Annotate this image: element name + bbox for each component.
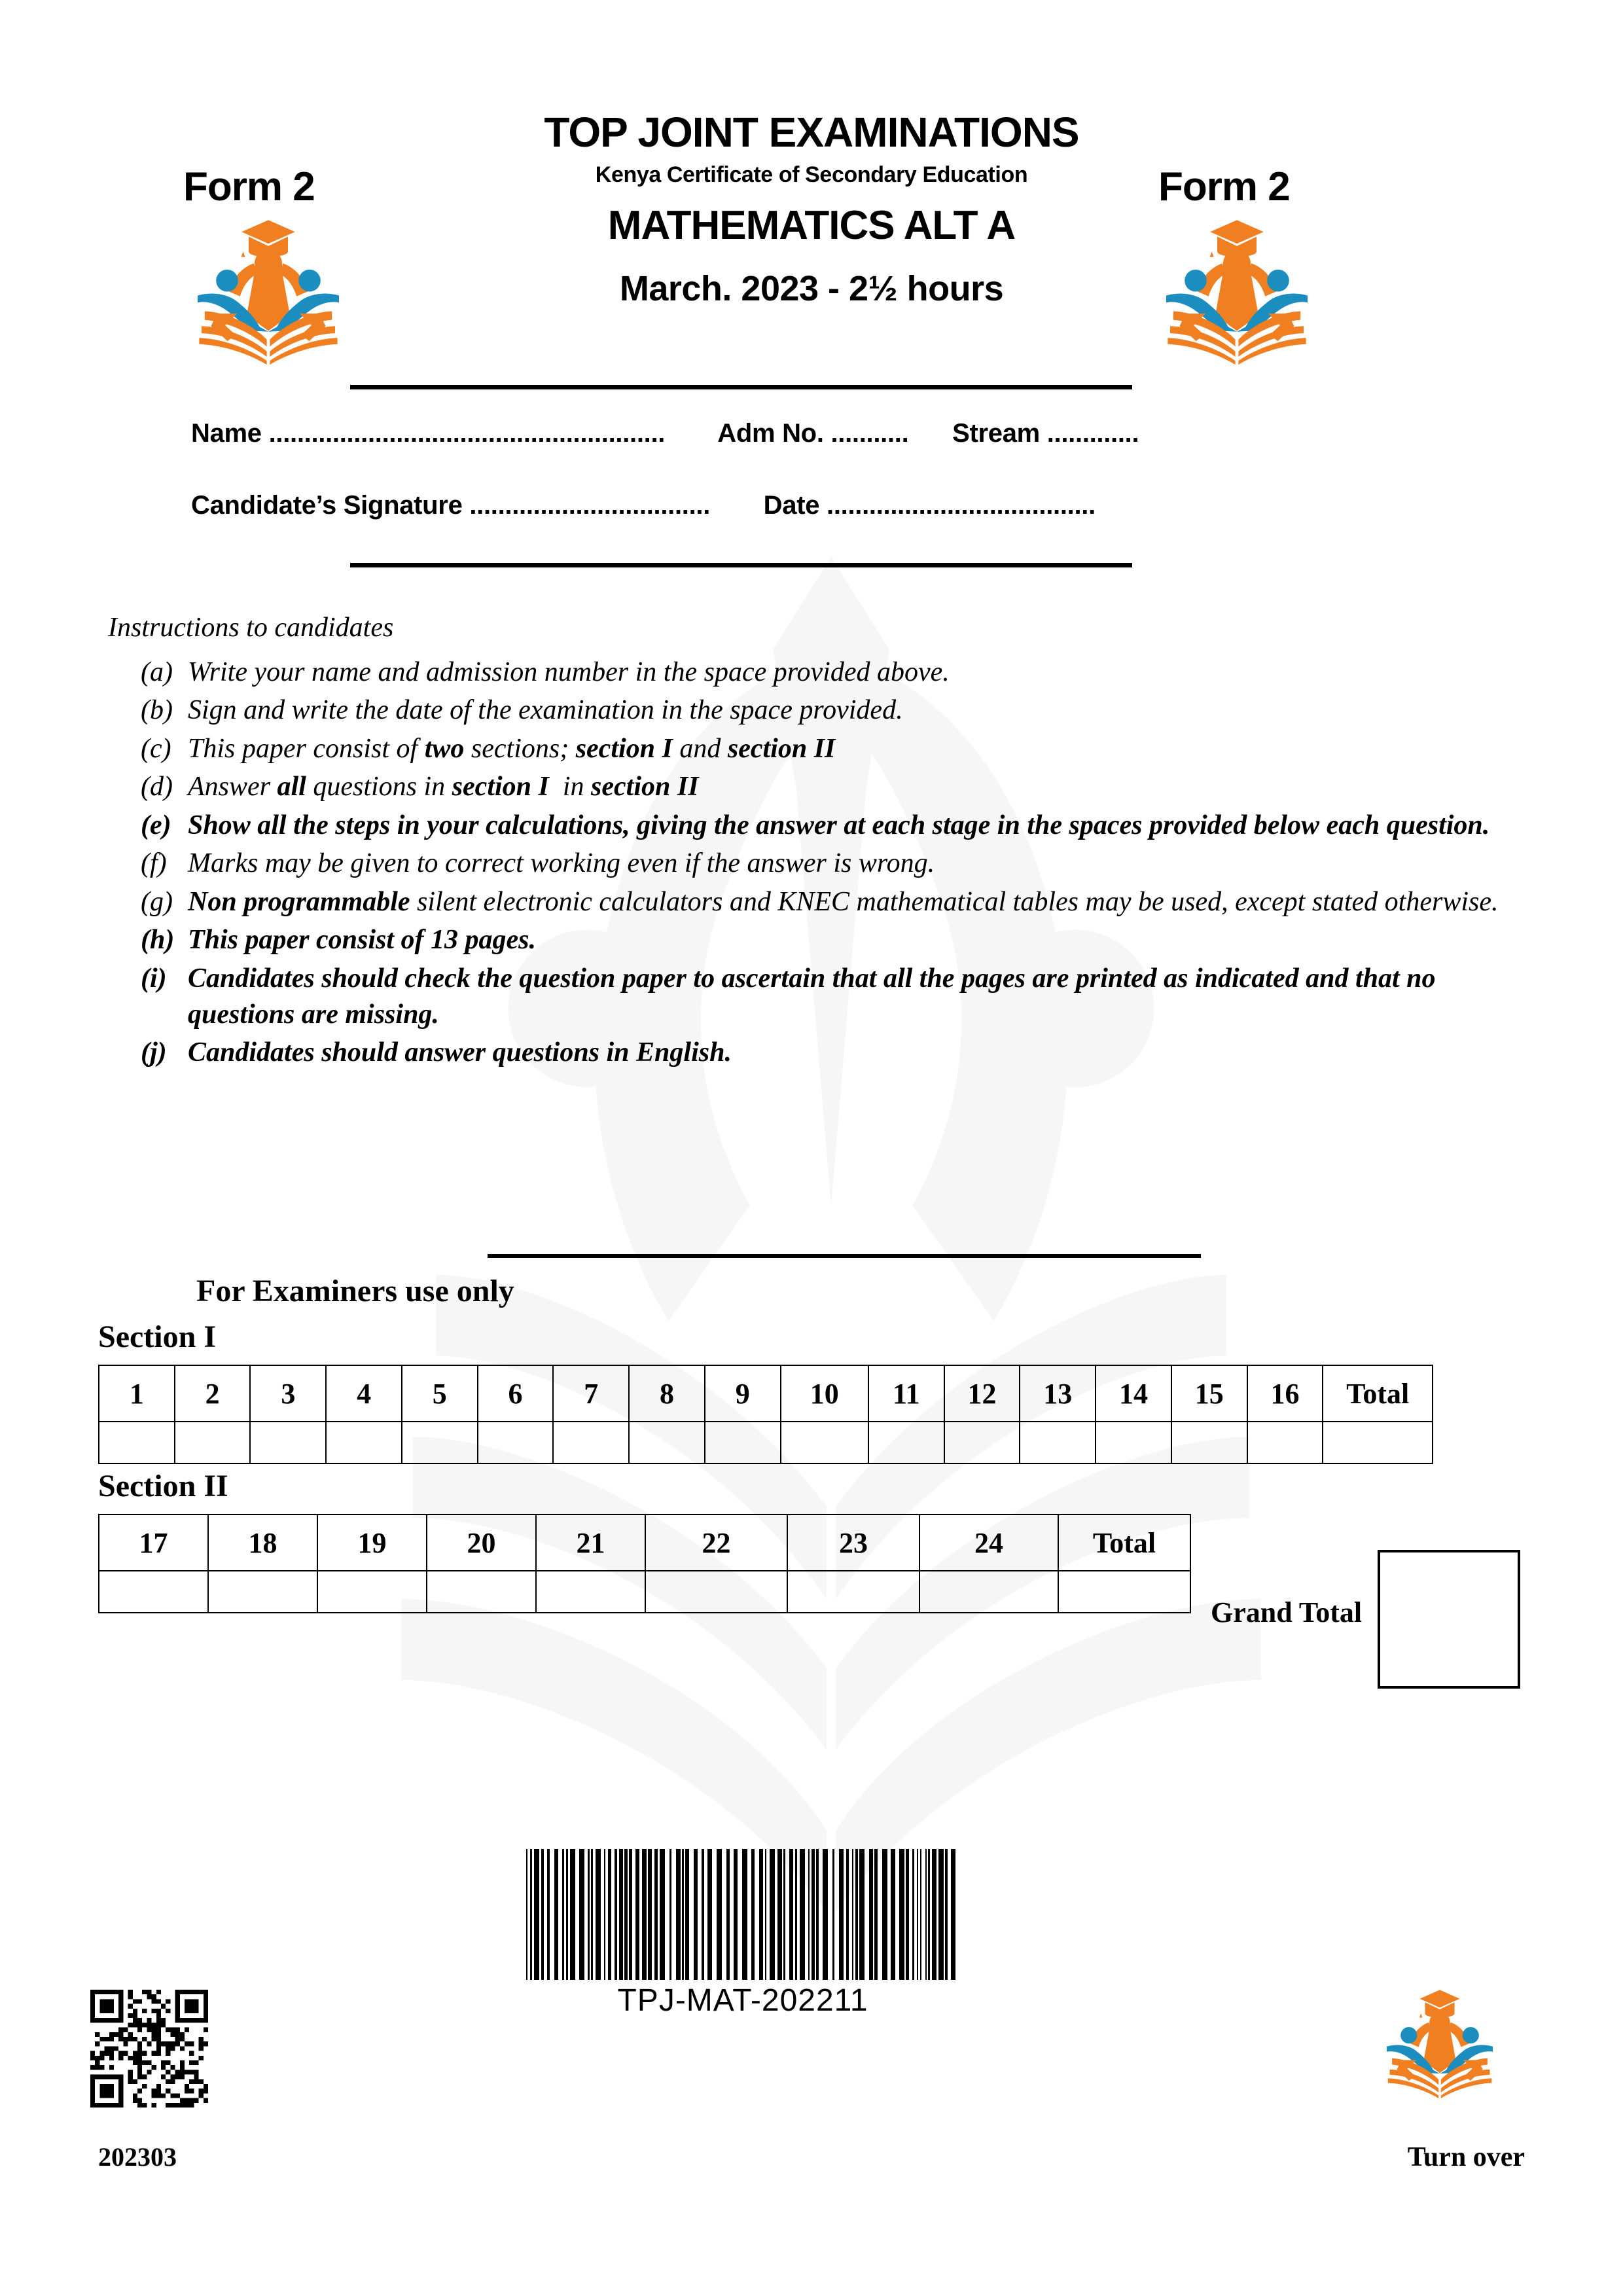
- qr-code-block[interactable]: [90, 1990, 208, 2108]
- instruction-item: [141, 731, 1528, 767]
- qr-code-icon[interactable]: [90, 1990, 208, 2108]
- table-header-cell: 10: [781, 1365, 868, 1422]
- instruction-text: Answer all questions in section I in section II: [188, 772, 699, 802]
- mark-entry-cell[interactable]: [99, 1571, 208, 1613]
- table-header-cell: 13: [1020, 1365, 1096, 1422]
- mark-entry-cell[interactable]: [326, 1422, 402, 1463]
- instruction-marker: (b): [141, 695, 173, 726]
- header-rule-bottom: [350, 563, 1132, 567]
- form-label-right: Form 2: [1158, 164, 1290, 209]
- mark-entry-cell[interactable]: [317, 1571, 427, 1613]
- barcode-code-text: TPJ-MAT-202211: [617, 1983, 868, 2018]
- signature-input-line[interactable]: ..................................: [469, 491, 711, 520]
- table-header-cell: 4: [326, 1365, 402, 1422]
- instruction-text: This paper consist of two sections; section I and section II: [188, 733, 836, 764]
- table-header-cell: 8: [629, 1365, 705, 1422]
- candidate-identity-row: [191, 419, 1139, 448]
- table-header-cell: 5: [402, 1365, 478, 1422]
- certificate-name: Kenya Certificate of Secondary Education: [595, 162, 1028, 187]
- mark-entry-cell[interactable]: [427, 1571, 536, 1613]
- table-header-cell: 18: [208, 1515, 317, 1571]
- instruction-text: Sign and write the date of the examination in the space provided.: [188, 695, 903, 726]
- instruction-item: [141, 1035, 1528, 1071]
- table-header-cell: 14: [1096, 1365, 1171, 1422]
- table-header-cell: 11: [868, 1365, 944, 1422]
- mark-entry-cell[interactable]: [402, 1422, 478, 1463]
- table-header-cell: 7: [553, 1365, 629, 1422]
- instruction-marker: (i): [141, 963, 167, 994]
- mark-entry-cell[interactable]: [1096, 1422, 1171, 1463]
- table-row[interactable]: [99, 1571, 1190, 1613]
- table-row[interactable]: [99, 1422, 1433, 1463]
- subject-title: MATHEMATICS ALT A: [607, 203, 1016, 248]
- table-header-cell: 3: [250, 1365, 326, 1422]
- mark-entry-cell[interactable]: [645, 1571, 787, 1613]
- graduation-book-logo-icon: [190, 213, 347, 367]
- table-header-row: [99, 1365, 1433, 1422]
- section-one-label: Section I: [98, 1319, 216, 1354]
- name-input-line[interactable]: ........................................................: [268, 419, 666, 448]
- instruction-text: Non programmable silent electronic calculators and KNEC mathematical tables may be used, except stated otherwise.: [188, 886, 1499, 917]
- instruction-text: This paper consist of 13 pages.: [188, 925, 537, 956]
- table-header-cell: 6: [478, 1365, 554, 1422]
- institution-logo-left: [190, 213, 347, 367]
- instruction-marker: (f): [141, 848, 167, 879]
- instruction-item: [141, 922, 1528, 958]
- exam-body-name: TOP JOINT EXAMINATIONS: [544, 109, 1079, 156]
- table-header-cell: 24: [919, 1515, 1058, 1571]
- instruction-item: [141, 655, 1528, 691]
- instruction-marker: (g): [141, 886, 173, 917]
- table-header-row: [99, 1515, 1190, 1571]
- mark-entry-cell[interactable]: [1058, 1571, 1190, 1613]
- instruction-text: Candidates should check the question paper to ascertain that all the pages are printed as indicated and that no questions are missing.: [188, 963, 1436, 1030]
- table-header-cell: 16: [1247, 1365, 1323, 1422]
- table-header-cell: 21: [536, 1515, 645, 1571]
- mark-entry-cell[interactable]: [478, 1422, 554, 1463]
- section-one-marks-table[interactable]: [98, 1365, 1433, 1464]
- instruction-text: Marks may be given to correct working even if the answer is wrong.: [188, 848, 935, 879]
- section-two-marks-table[interactable]: [98, 1514, 1191, 1613]
- table-header-cell: 20: [427, 1515, 536, 1571]
- mark-entry-cell[interactable]: [553, 1422, 629, 1463]
- instruction-marker: (j): [141, 1037, 167, 1068]
- mark-entry-cell[interactable]: [99, 1422, 175, 1463]
- table-header-cell: 22: [645, 1515, 787, 1571]
- mark-entry-cell[interactable]: [868, 1422, 944, 1463]
- mark-entry-cell[interactable]: [705, 1422, 781, 1463]
- mark-entry-cell[interactable]: [919, 1571, 1058, 1613]
- instruction-marker: (h): [141, 925, 175, 956]
- instruction-marker: (c): [141, 733, 171, 764]
- instruction-text: Candidates should answer questions in English.: [188, 1037, 732, 1068]
- instruction-text: Write your name and admission number in the space provided above.: [188, 657, 950, 687]
- instruction-item: [141, 808, 1528, 844]
- barcode-block: [524, 1849, 962, 2018]
- mark-entry-cell[interactable]: [250, 1422, 326, 1463]
- instruction-marker: (e): [141, 810, 171, 840]
- stream-input-line[interactable]: .............: [1046, 419, 1139, 448]
- table-header-cell: 2: [175, 1365, 251, 1422]
- mark-entry-cell[interactable]: [629, 1422, 705, 1463]
- date-input-line[interactable]: ......................................: [827, 491, 1096, 520]
- stream-label: Stream: [952, 419, 1040, 448]
- table-header-cell: 9: [705, 1365, 781, 1422]
- table-header-cell: Total: [1323, 1365, 1433, 1422]
- grand-total-label: Grand Total: [1211, 1596, 1363, 1628]
- mark-entry-cell[interactable]: [208, 1571, 317, 1613]
- page-header: [0, 111, 1623, 386]
- header-rule-top: [350, 385, 1132, 389]
- instruction-item: [141, 884, 1528, 920]
- instruction-item: [141, 692, 1528, 728]
- table-header-cell: 23: [787, 1515, 919, 1571]
- adm-no-label: Adm No.: [717, 419, 824, 448]
- instruction-item: [141, 846, 1528, 882]
- examiners-section-title: For Examiners use only: [196, 1274, 514, 1308]
- instruction-item: [141, 961, 1528, 1033]
- instruction-item: [141, 769, 1528, 805]
- instruction-text: Show all the steps in your calculations, giving the answer at each stage in the spaces provided below each question.: [188, 810, 1490, 840]
- graduation-book-logo-icon: [1381, 1983, 1499, 2101]
- exam-title-block: [406, 111, 1217, 309]
- mark-entry-cell[interactable]: [781, 1422, 868, 1463]
- grand-total-box[interactable]: [1378, 1550, 1520, 1689]
- mark-entry-cell[interactable]: [536, 1571, 645, 1613]
- mark-entry-cell[interactable]: [1247, 1422, 1323, 1463]
- paper-code: 202303: [98, 2142, 177, 2172]
- table-header-cell: 17: [99, 1515, 208, 1571]
- institution-logo-footer: [1381, 1983, 1499, 2101]
- mark-entry-cell[interactable]: [175, 1422, 251, 1463]
- table-header-cell: 12: [944, 1365, 1020, 1422]
- instructions-list: [141, 655, 1528, 1073]
- name-label: Name: [191, 419, 262, 448]
- mark-entry-cell[interactable]: [1323, 1422, 1433, 1463]
- instruction-marker: (a): [141, 657, 173, 687]
- table-header-cell: 15: [1171, 1365, 1247, 1422]
- exam-date-duration: March. 2023 - 2½ hours: [619, 269, 1004, 308]
- form-label-left: Form 2: [183, 164, 315, 209]
- candidate-signature-row: [191, 491, 1096, 520]
- examiners-separator-line: [488, 1254, 1201, 1258]
- date-label: Date: [763, 491, 820, 520]
- mark-entry-cell[interactable]: [1171, 1422, 1247, 1463]
- table-header-cell: 19: [317, 1515, 427, 1571]
- signature-label: Candidate’s Signature: [191, 491, 463, 520]
- table-header-cell: 1: [99, 1365, 175, 1422]
- adm-no-input-line[interactable]: ...........: [830, 419, 909, 448]
- instruction-marker: (d): [141, 772, 173, 802]
- table-header-cell: Total: [1058, 1515, 1190, 1571]
- mark-entry-cell[interactable]: [1020, 1422, 1096, 1463]
- instructions-heading: Instructions to candidates: [108, 613, 394, 643]
- section-two-label: Section II: [98, 1469, 228, 1503]
- mark-entry-cell[interactable]: [944, 1422, 1020, 1463]
- barcode-icon: [524, 1849, 962, 1980]
- mark-entry-cell[interactable]: [787, 1571, 919, 1613]
- turn-over-note: Turn over: [1407, 2142, 1525, 2172]
